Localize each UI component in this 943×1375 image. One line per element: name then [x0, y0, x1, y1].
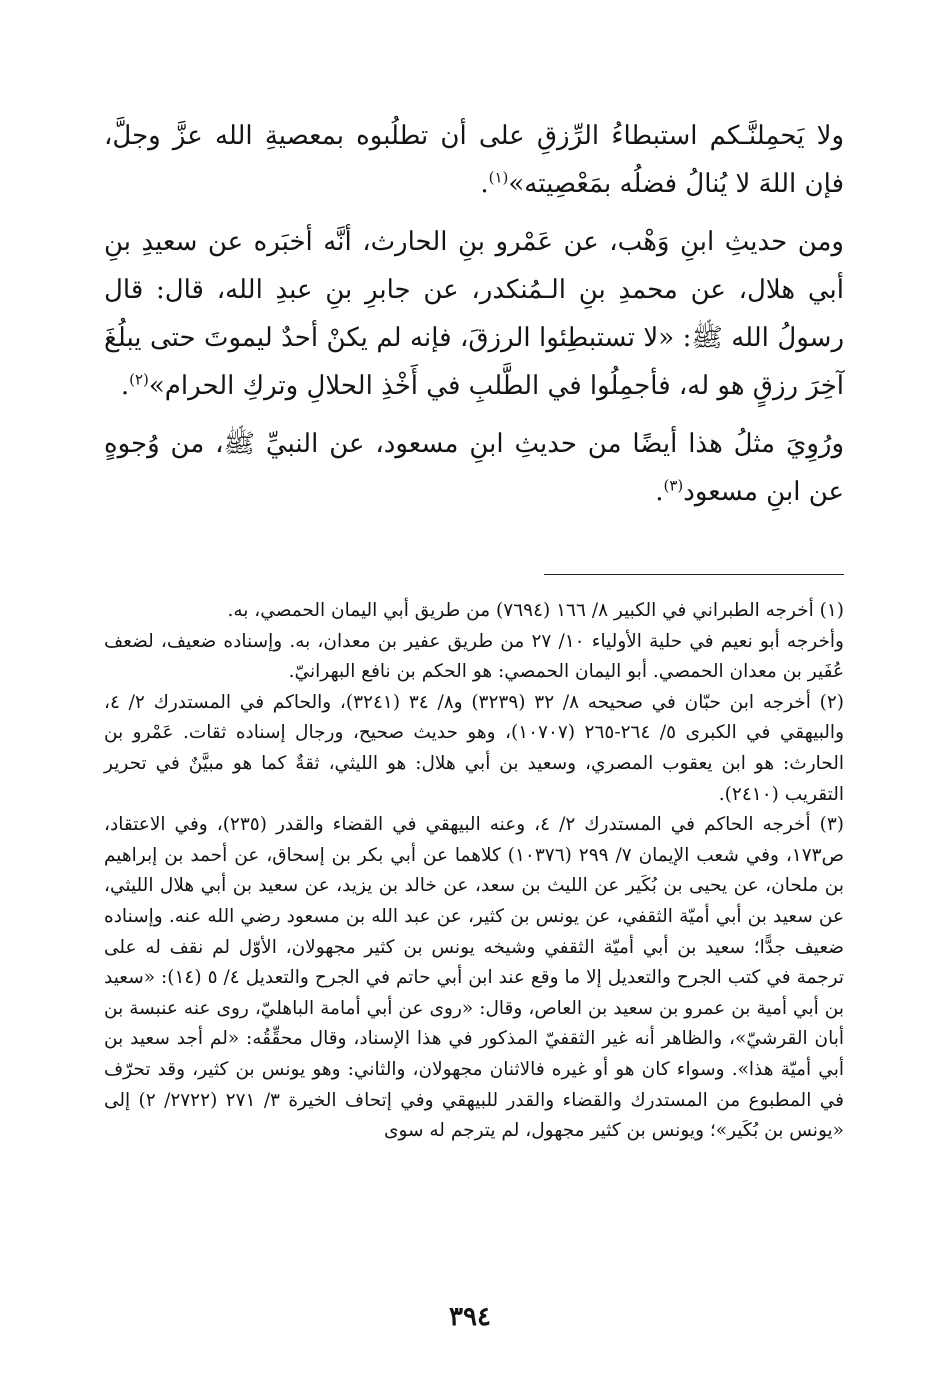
footnotes	[104, 596, 844, 1147]
paragraph-2	[104, 218, 844, 410]
page-number: ٣٩٤	[449, 1302, 491, 1332]
footnote-separator	[544, 574, 844, 575]
footnote-ref-1[interactable]: (١)	[488, 168, 509, 187]
footnote-1	[104, 596, 844, 688]
paragraph-1-end: .	[480, 169, 489, 199]
paragraph-3-text: ورُوِيَ مثلُ هذا أيضًا من حديثِ ابنِ مسعود، عن النبيِّ ﷺ، من وُجوهٍ عن ابنِ مسعود	[104, 429, 844, 507]
footnote-2	[104, 688, 844, 810]
footnote-1-line-1: (١) أخرجه الطبراني في الكبير ٨/ ١٦٦ (٧٦٩٤) من طريق أبي اليمان الحمصي، به.	[227, 600, 844, 621]
main-text	[104, 112, 844, 526]
paragraph-3	[104, 420, 844, 516]
footnote-3-text: (٣) أخرجه الحاكم في المستدرك ٢/ ٤، وعنه البيهقي في القضاء والقدر (٢٣٥)، وفي الاعتقاد، ص١٧٣، وفي شعب الإيمان ٧/ ٢٩٩ (١٠٣٧٦) كلاهما عن أبي بكر بن إسحاق، عن أحمد بن إبراهيم بن ملحان، عن يحيى بن بُكَير عن الليث بن سعد، عن خالد بن يزيد، عن سعيد بن أبي هلال الليثي، عن سعيد بن أبي أميّة الثقفي، عن يونس بن كثير، عن عبد الله بن مسعود رضي الله عنه. وإسناده ضعيف جدًّا؛ سعيد بن أبي أميّة الثقفي وشيخه يونس بن كثير مجهولان، الأوّل لم نقف له على ترجمة في كتب الجرح والتعديل إلا ما وقع عند ابن أبي حاتم في الجرح والتعديل ٤/ ٥ (١٤): «سعيد بن أبي أمية بن عمرو بن سعيد بن العاص، وقال: «روى عن أبي أمامة الباهليّ، روى عنه عنبسة بن أبان القرشيّ»، والظاهر أنه غير الثقفيّ المذكور في هذا الإسناد، وقال محقِّقُه: «لم أجد سعيد بن أبي أميّة هذا». وسواء كان هو أو غيره فالاثنان مجهولان، والثاني: وهو يونس بن كثير، وقد تحرّف في المطبوع من المستدرك والقضاء والقدر للبيهقي وفي إتحاف الخيرة ٣/ ٢٧١ (٢٧٢٢/ ٢) إلى «يونس بن بُكَير»؛ ويونس بن كثير مجهول، لم يترجم له سوى	[104, 814, 844, 1142]
footnote-3	[104, 810, 844, 1147]
paragraph-3-end: .	[655, 477, 664, 507]
footnote-ref-3[interactable]: (٣)	[663, 476, 684, 495]
paragraph-2-end: .	[120, 371, 130, 401]
footnote-ref-2[interactable]: (٢)	[129, 370, 149, 389]
footnote-2-text: (٢) أخرجه ابن حبّان في صحيحه ٨/ ٣٢ (٣٢٣٩) و٨/ ٣٤ (٣٢٤١)، والحاكم في المستدرك ٢/ ٤، والبيهقي في الكبرى ٥/ ٢٦٤-٢٦٥ (١٠٧٠٧)، وهو حديث صحيح، ورجال إسناده ثقات. عَمْرو بن الحارث: هو ابن يعقوب المصري، وسعيد بن أبي هلال: هو الليثي، ثقةٌ كما هو مبيَّنٌ في تحرير التقريب (٢٤١٠).	[104, 691, 844, 805]
footnote-1-line-2: وأخرجه أبو نعيم في حلية الأولياء ١٠/ ٢٧ من طريق عفير بن معدان، به. وإسناده ضعيف، لضعف عُفَير بن معدان الحمصي. أبو اليمان الحمصي: هو الحكم بن نافع البهرانيّ.	[104, 630, 844, 683]
paragraph-2-text: ومن حديثِ ابنِ وَهْب، عن عَمْرو بنِ الحارث، أنَّه أخبَره عن سعيدِ بنِ أبي هلال، عن محمدِ بنِ الـمُنكدر، عن جابرِ بنِ عبدِ الله، قال: قال رسولُ الله ﷺ: «لا تستبطِئوا الرزقَ، فإنه لم يكنْ أحدٌ ليموتَ حتى يبلُغَ آخِرَ رزقٍ هو له، فأجمِلُوا في الطَّلبِ في أَخْذِ الحلالِ وتركِ الحرام»	[104, 227, 844, 401]
paragraph-1-text: ولا يَحمِلنَّـكم استبطاءُ الرِّزقِ على أن تطلُبوه بمعصيةِ الله عزَّ وجلَّ، فإن اللهَ لا يُنالُ فضلُه بمَعْصِيته»	[104, 121, 844, 199]
paragraph-1	[104, 112, 844, 208]
